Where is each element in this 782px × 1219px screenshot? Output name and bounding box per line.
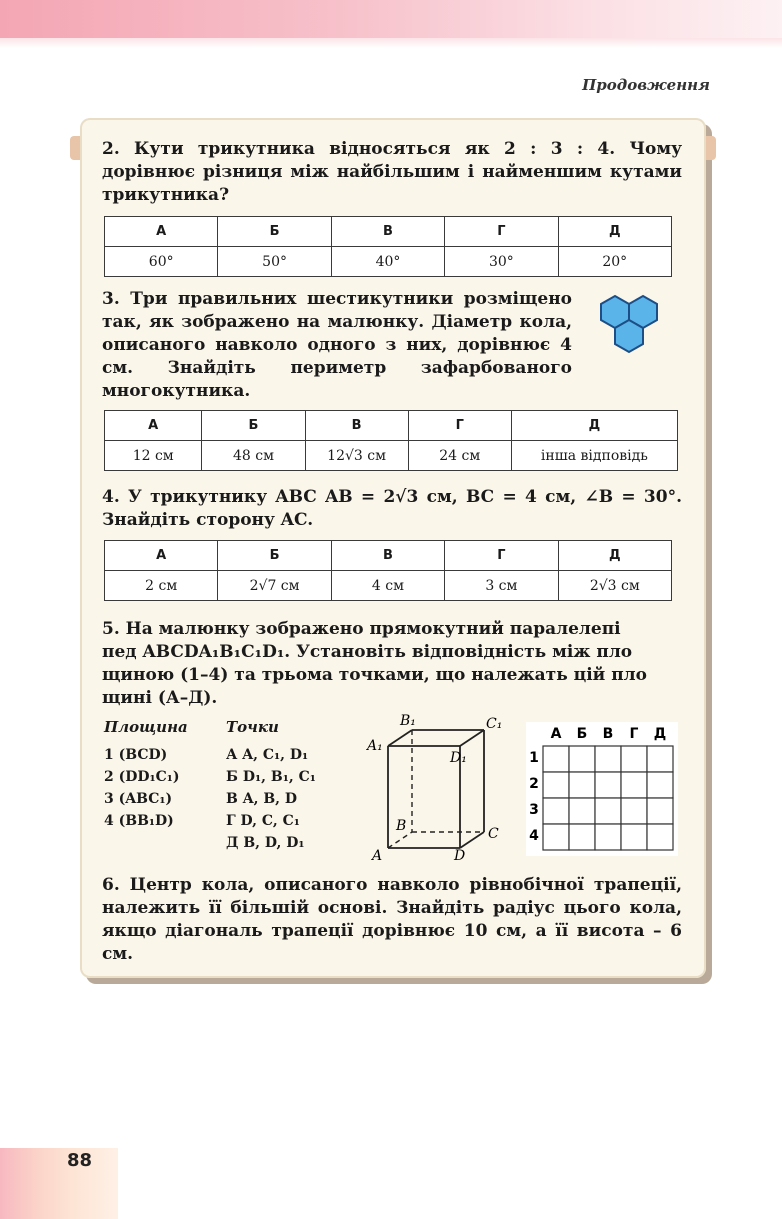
answer-grid xyxy=(526,722,678,856)
grid-row-label: 3 xyxy=(529,802,539,818)
grid-cell[interactable] xyxy=(647,798,673,824)
cube-label: C₁ xyxy=(486,716,503,732)
q3-answer-table xyxy=(104,410,678,471)
q3-answer: 24 см xyxy=(408,441,511,471)
cube-label: B xyxy=(396,818,407,834)
page-number: 88 xyxy=(67,1150,93,1171)
grid-row-label: 4 xyxy=(529,828,539,844)
q4-option: Д xyxy=(558,541,671,571)
hexagon-bottom xyxy=(615,320,643,352)
q4-answer: 2√7 см xyxy=(218,571,331,601)
grid-cell[interactable] xyxy=(569,824,595,850)
cube-label: C xyxy=(488,826,499,842)
grid-cell[interactable] xyxy=(595,772,621,798)
parallelepiped-figure xyxy=(366,712,516,862)
page-number-decor xyxy=(0,1148,118,1219)
q2-answer-table xyxy=(104,216,672,277)
top-decor-band xyxy=(0,0,782,38)
q3-answer: 48 см xyxy=(202,441,305,471)
grid-cell[interactable] xyxy=(647,824,673,850)
q5-text-line4: щині (А–Д). xyxy=(102,688,218,708)
q3-option: Б xyxy=(202,411,305,441)
q3-text: 3. Три правильних шестикутники розміщено так, як зображено на малюнку. Діаметр кола, описаного навколо одного з них, дорівнює 4 см. Знайдіть периметр зафарбованого многокутника. xyxy=(102,289,572,401)
q2-option: В xyxy=(331,217,444,247)
grid-cell[interactable] xyxy=(569,798,595,824)
grid-column-label: Г xyxy=(629,726,639,742)
points-item: А A, C₁, D₁ xyxy=(226,747,309,763)
cube-label: D₁ xyxy=(450,750,467,766)
q2-answer: 30° xyxy=(445,247,558,277)
points-item: Д B, D, D₁ xyxy=(226,835,305,851)
q4-answer: 2 см xyxy=(105,571,218,601)
grid-cell[interactable] xyxy=(621,798,647,824)
q3-option: В xyxy=(305,411,408,441)
q5-text-line3: щиною (1–4) та трьома точками, що належать цій пло xyxy=(102,665,647,685)
grid-column-label: А xyxy=(550,726,562,742)
cube-label: A₁ xyxy=(367,738,383,754)
points-item: Г D, C, C₁ xyxy=(226,813,300,829)
grid-cell[interactable] xyxy=(621,772,647,798)
q4-answer-table xyxy=(104,540,672,601)
q4-option: А xyxy=(105,541,218,571)
q2-text: 2. Кути трикутника відносяться як 2 : 3 : 4. Чому дорівнює різниця між найбільшим і найменшим кутами трикутника? xyxy=(102,139,682,205)
plane-item: 2 (DD₁C₁) xyxy=(104,769,180,785)
q4-option: Б xyxy=(218,541,331,571)
q2-option: Б xyxy=(218,217,331,247)
grid-cell[interactable] xyxy=(621,746,647,772)
grid-column-label: Б xyxy=(576,726,588,742)
q3-answer: інша відповідь xyxy=(511,441,677,471)
plane-item: 3 (ABC₁) xyxy=(104,791,173,807)
hexagons-figure xyxy=(594,293,682,373)
grid-cell[interactable] xyxy=(569,746,595,772)
cube-label: B₁ xyxy=(400,713,416,729)
points-item: Б D₁, B₁, C₁ xyxy=(226,769,316,785)
q2-answer: 20° xyxy=(558,247,671,277)
q4-option: Г xyxy=(445,541,558,571)
grid-cell[interactable] xyxy=(595,746,621,772)
points-header: Точки xyxy=(226,718,279,736)
task-card xyxy=(80,118,706,978)
q2-answer: 50° xyxy=(218,247,331,277)
q4-text: 4. У трикутнику ABC AB = 2√3 см, BC = 4 см, ∠B = 30°. Знайдіть сторону AC. xyxy=(102,487,682,530)
continued-label: Продовження xyxy=(582,76,710,94)
q2-option: А xyxy=(105,217,218,247)
cube-label: A xyxy=(372,848,383,862)
q4-answer: 2√3 см xyxy=(558,571,671,601)
q5-text-line2: пед ABCDA₁B₁C₁D₁. Установіть відповідність між пло xyxy=(102,642,633,662)
q2-answer: 60° xyxy=(105,247,218,277)
points-item: В A, B, D xyxy=(226,791,298,807)
grid-cell[interactable] xyxy=(543,798,569,824)
q3-answer: 12√3 см xyxy=(305,441,408,471)
grid-cell[interactable] xyxy=(543,746,569,772)
q5-text-line1: 5. На малюнку зображено прямокутний паралелепі xyxy=(102,619,621,639)
grid-cell[interactable] xyxy=(543,824,569,850)
plane-item: 1 (BCD) xyxy=(104,747,168,763)
grid-cell[interactable] xyxy=(621,824,647,850)
q3-option: А xyxy=(105,411,202,441)
planes-list xyxy=(104,744,180,832)
q2-option: Г xyxy=(445,217,558,247)
grid-row-label: 2 xyxy=(529,776,539,792)
points-list xyxy=(226,744,316,854)
grid-cell[interactable] xyxy=(595,824,621,850)
planes-header: Площина xyxy=(104,718,188,736)
grid-cell[interactable] xyxy=(569,772,595,798)
q4-answer: 4 см xyxy=(331,571,444,601)
plane-item: 4 (BB₁D) xyxy=(104,813,174,829)
q3-answer: 12 см xyxy=(105,441,202,471)
q2-option: Д xyxy=(558,217,671,247)
q3-option: Г xyxy=(408,411,511,441)
q6-text: 6. Центр кола, описаного навколо рівнобічної трапеції, належить її більшій основі. Знайдіть радіус цього кола, якщо діагональ трапеції дорівнює 10 см, а її висота – 6 см. xyxy=(102,875,682,964)
grid-cell[interactable] xyxy=(647,746,673,772)
grid-column-label: Д xyxy=(653,726,667,742)
grid-cell[interactable] xyxy=(647,772,673,798)
grid-cell[interactable] xyxy=(595,798,621,824)
grid-row-label: 1 xyxy=(529,750,539,766)
grid-column-label: В xyxy=(602,726,614,742)
cube-label: D xyxy=(454,848,466,862)
grid-cell[interactable] xyxy=(543,772,569,798)
q3-option: Д xyxy=(511,411,677,441)
q4-option: В xyxy=(331,541,444,571)
q4-answer: 3 см xyxy=(445,571,558,601)
q2-answer: 40° xyxy=(331,247,444,277)
